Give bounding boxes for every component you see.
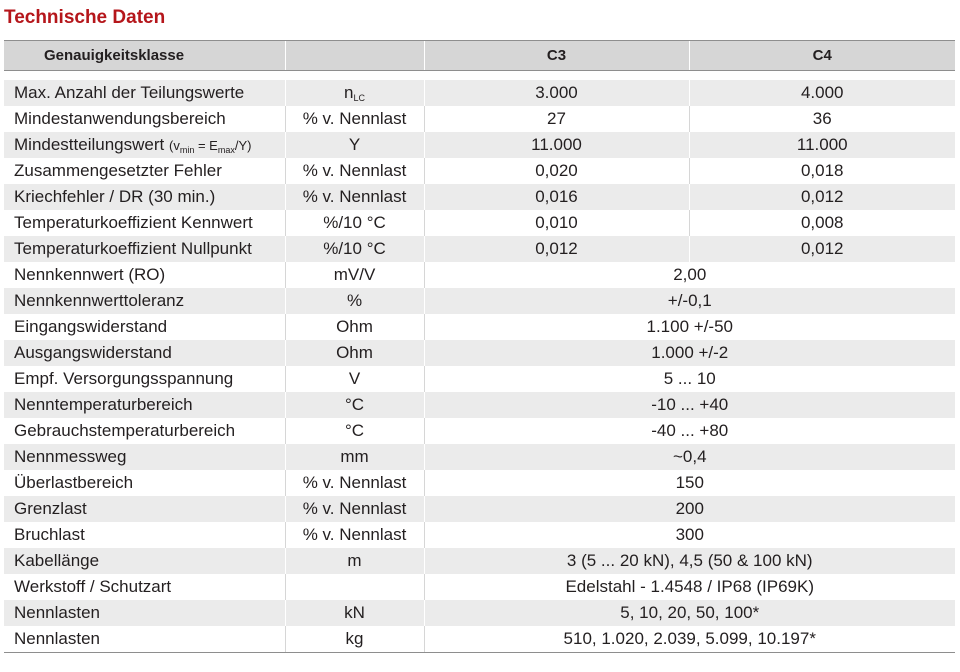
row-unit: % bbox=[285, 288, 424, 314]
row-label: Nennlasten bbox=[4, 626, 285, 653]
row-value-c3: 11.000 bbox=[424, 132, 689, 158]
table-row bbox=[4, 132, 955, 158]
row-value-c4: 4.000 bbox=[689, 80, 955, 106]
row-value-c3: 0,016 bbox=[424, 184, 689, 210]
table-row bbox=[4, 210, 955, 236]
row-label: Max. Anzahl der Teilungswerte bbox=[4, 80, 285, 106]
row-value-c3: 3.000 bbox=[424, 80, 689, 106]
row-value: 5 ... 10 bbox=[424, 366, 955, 392]
row-value-c3: 27 bbox=[424, 106, 689, 132]
row-value: +/-0,1 bbox=[424, 288, 955, 314]
table-row bbox=[4, 366, 955, 392]
table-row bbox=[4, 106, 955, 132]
header-spacer bbox=[4, 71, 955, 81]
row-value: 5, 10, 20, 50, 100* bbox=[424, 600, 955, 626]
row-value-c3: 0,012 bbox=[424, 236, 689, 262]
row-value: Edelstahl - 1.4548 / IP68 (IP69K) bbox=[424, 574, 955, 600]
row-unit: % v. Nennlast bbox=[285, 106, 424, 132]
row-value: 2,00 bbox=[424, 262, 955, 288]
row-unit: % v. Nennlast bbox=[285, 470, 424, 496]
row-unit: % v. Nennlast bbox=[285, 184, 424, 210]
row-value: 150 bbox=[424, 470, 955, 496]
row-value-c4: 11.000 bbox=[689, 132, 955, 158]
row-unit: V bbox=[285, 366, 424, 392]
row-unit: Y bbox=[285, 132, 424, 158]
row-unit: °C bbox=[285, 392, 424, 418]
row-label: Empf. Versorgungsspannung bbox=[4, 366, 285, 392]
row-label: Überlastbereich bbox=[4, 470, 285, 496]
row-label: Nennkennwert (RO) bbox=[4, 262, 285, 288]
row-unit: m bbox=[285, 548, 424, 574]
section-title: Technische Daten bbox=[4, 7, 166, 28]
table-row bbox=[4, 418, 955, 444]
header-accuracy-class: Genauigkeitsklasse bbox=[4, 41, 285, 71]
row-value: 1.000 +/-2 bbox=[424, 340, 955, 366]
table-row bbox=[4, 470, 955, 496]
table-row bbox=[4, 522, 955, 548]
row-unit: °C bbox=[285, 418, 424, 444]
row-value: -10 ... +40 bbox=[424, 392, 955, 418]
row-value: ~0,4 bbox=[424, 444, 955, 470]
row-unit: mV/V bbox=[285, 262, 424, 288]
row-label: Grenzlast bbox=[4, 496, 285, 522]
table-header-row bbox=[4, 41, 955, 71]
table-row bbox=[4, 158, 955, 184]
table-row bbox=[4, 340, 955, 366]
table-row bbox=[4, 626, 955, 653]
row-value: 510, 1.020, 2.039, 5.099, 10.197* bbox=[424, 626, 955, 653]
table-row bbox=[4, 184, 955, 210]
header-c3: C3 bbox=[424, 41, 689, 71]
row-unit: $n_{LC}$ bbox=[285, 80, 424, 106]
row-value-c3: 0,010 bbox=[424, 210, 689, 236]
table-row bbox=[4, 444, 955, 470]
row-unit: kN bbox=[285, 600, 424, 626]
table-row bbox=[4, 314, 955, 340]
row-value: -40 ... +80 bbox=[424, 418, 955, 444]
row-label: Mindestanwendungsbereich bbox=[4, 106, 285, 132]
row-unit: % v. Nennlast bbox=[285, 522, 424, 548]
row-value: 200 bbox=[424, 496, 955, 522]
row-value-c4: 36 bbox=[689, 106, 955, 132]
row-unit: mm bbox=[285, 444, 424, 470]
row-label: Temperaturkoeffizient Nullpunkt bbox=[4, 236, 285, 262]
table-row bbox=[4, 80, 955, 106]
table-row bbox=[4, 496, 955, 522]
row-label: Nennkennwerttoleranz bbox=[4, 288, 285, 314]
row-value-c3: 0,020 bbox=[424, 158, 689, 184]
row-unit: Ohm bbox=[285, 314, 424, 340]
row-label: Werkstoff / Schutzart bbox=[4, 574, 285, 600]
table-row bbox=[4, 236, 955, 262]
row-unit: % v. Nennlast bbox=[285, 158, 424, 184]
row-value-c4: 0,012 bbox=[689, 236, 955, 262]
row-label: Kabellänge bbox=[4, 548, 285, 574]
row-label: Bruchlast bbox=[4, 522, 285, 548]
row-label: Ausgangswiderstand bbox=[4, 340, 285, 366]
table-row bbox=[4, 574, 955, 600]
row-unit: kg bbox=[285, 626, 424, 653]
row-label: Gebrauchstemperaturbereich bbox=[4, 418, 285, 444]
table-row bbox=[4, 392, 955, 418]
row-value: 1.100 +/-50 bbox=[424, 314, 955, 340]
row-label: Kriechfehler / DR (30 min.) bbox=[4, 184, 285, 210]
row-value: 300 bbox=[424, 522, 955, 548]
row-label: Eingangswiderstand bbox=[4, 314, 285, 340]
table-row bbox=[4, 288, 955, 314]
row-value-c4: 0,018 bbox=[689, 158, 955, 184]
row-unit: %/10 °C bbox=[285, 210, 424, 236]
row-value-c4: 0,012 bbox=[689, 184, 955, 210]
row-label: Nenntemperaturbereich bbox=[4, 392, 285, 418]
row-unit: %/10 °C bbox=[285, 236, 424, 262]
row-label: Mindestteilungswert $(v_{min} = E_{max}/Y)$ bbox=[4, 132, 285, 158]
row-value: 3 (5 ... 20 kN), 4,5 (50 & 100 kN) bbox=[424, 548, 955, 574]
row-label: Zusammengesetzter Fehler bbox=[4, 158, 285, 184]
row-value-c4: 0,008 bbox=[689, 210, 955, 236]
row-label: Nennlasten bbox=[4, 600, 285, 626]
row-label: Nennmessweg bbox=[4, 444, 285, 470]
row-unit bbox=[285, 574, 424, 600]
table-row bbox=[4, 600, 955, 626]
header-unit bbox=[285, 41, 424, 71]
table-row bbox=[4, 262, 955, 288]
header-c4: C4 bbox=[689, 41, 955, 71]
row-label: Temperaturkoeffizient Kennwert bbox=[4, 210, 285, 236]
row-unit: Ohm bbox=[285, 340, 424, 366]
row-unit: % v. Nennlast bbox=[285, 496, 424, 522]
spec-table bbox=[4, 40, 955, 653]
table-row bbox=[4, 548, 955, 574]
